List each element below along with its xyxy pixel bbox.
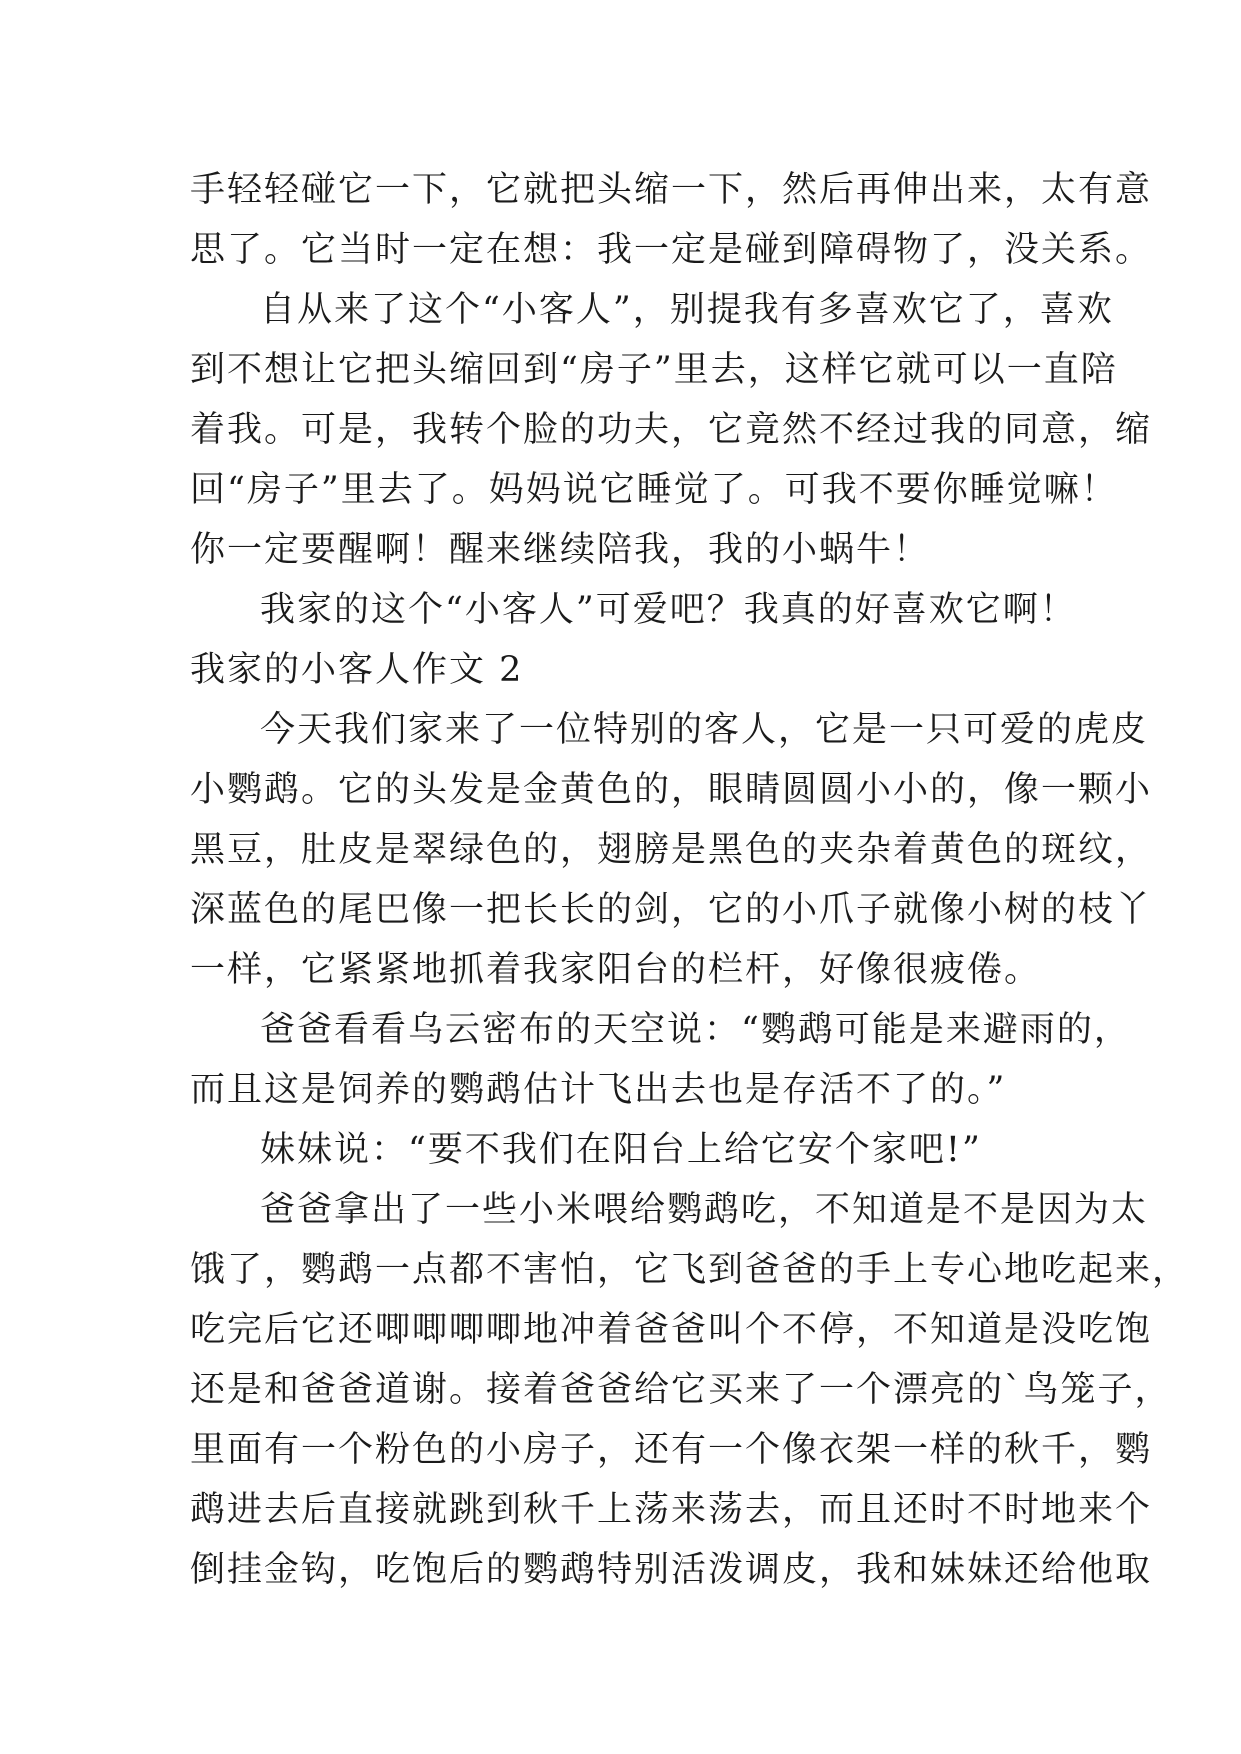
text-line: 手轻轻碰它一下，它就把头缩一下，然后再伸出来，太有意 <box>190 170 1153 210</box>
text-line: 爸爸看看乌云密布的天空说：“鹦鹉可能是来避雨的， <box>260 1010 1131 1050</box>
text-line: 而且这是饲养的鹦鹉估计飞出去也是存活不了的。” <box>190 1070 1007 1110</box>
text-line: 爸爸拿出了一些小米喂给鹦鹉吃，不知道是不是因为太 <box>260 1190 1149 1230</box>
text-line: 妹妹说：“要不我们在阳台上给它安个家吧!” <box>260 1130 982 1170</box>
text-line: 鹉进去后直接就跳到秋千上荡来荡去，而且还时不时地来个 <box>190 1490 1153 1530</box>
text-line: 黑豆，肚皮是翠绿色的，翅膀是黑色的夹杂着黄色的斑纹， <box>190 830 1153 870</box>
text-line: 一样，它紧紧地抓着我家阳台的栏杆，好像很疲倦。 <box>190 950 1042 990</box>
text-line: 你一定要醒啊！醒来继续陪我，我的小蜗牛！ <box>190 530 931 570</box>
text-line: 倒挂金钩，吃饱后的鹦鹉特别活泼调皮，我和妹妹还给他取 <box>190 1550 1153 1590</box>
text-line: 着我。可是，我转个脸的功夫，它竟然不经过我的同意，缩 <box>190 410 1153 450</box>
essay-heading: 我家的小客人作文 2 <box>190 650 524 690</box>
text-line: 思了。它当时一定在想：我一定是碰到障碍物了，没关系。 <box>190 230 1153 270</box>
text-line: 我家的这个“小客人”可爱吧？我真的好喜欢它啊！ <box>260 590 1077 630</box>
essay-text-block <box>190 160 1190 1600</box>
text-line: 饿了，鹦鹉一点都不害怕，它飞到爸爸的手上专心地吃起来， <box>190 1250 1190 1290</box>
text-line: 小鹦鹉。它的头发是金黄色的，眼睛圆圆小小的，像一颗小 <box>190 770 1153 810</box>
text-line: 自从来了这个“小客人”，别提我有多喜欢它了，喜欢 <box>260 290 1114 330</box>
text-line: 到不想让它把头缩回到“房子”里去，这样它就可以一直陪 <box>190 350 1118 390</box>
text-line: 里面有一个粉色的小房子，还有一个像衣架一样的秋千，鹦 <box>190 1430 1153 1470</box>
text-line: 回“房子”里去了。妈妈说它睡觉了。可我不要你睡觉嘛！ <box>190 470 1118 510</box>
text-line: 还是和爸爸道谢。接着爸爸给它买来了一个漂亮的`鸟笼子， <box>190 1370 1172 1410</box>
text-line: 深蓝色的尾巴像一把长长的剑，它的小爪子就像小树的枝丫 <box>190 890 1153 930</box>
text-line: 吃完后它还唧唧唧唧地冲着爸爸叫个不停，不知道是没吃饱 <box>190 1310 1153 1350</box>
text-line: 今天我们家来了一位特别的客人，它是一只可爱的虎皮 <box>260 710 1149 750</box>
